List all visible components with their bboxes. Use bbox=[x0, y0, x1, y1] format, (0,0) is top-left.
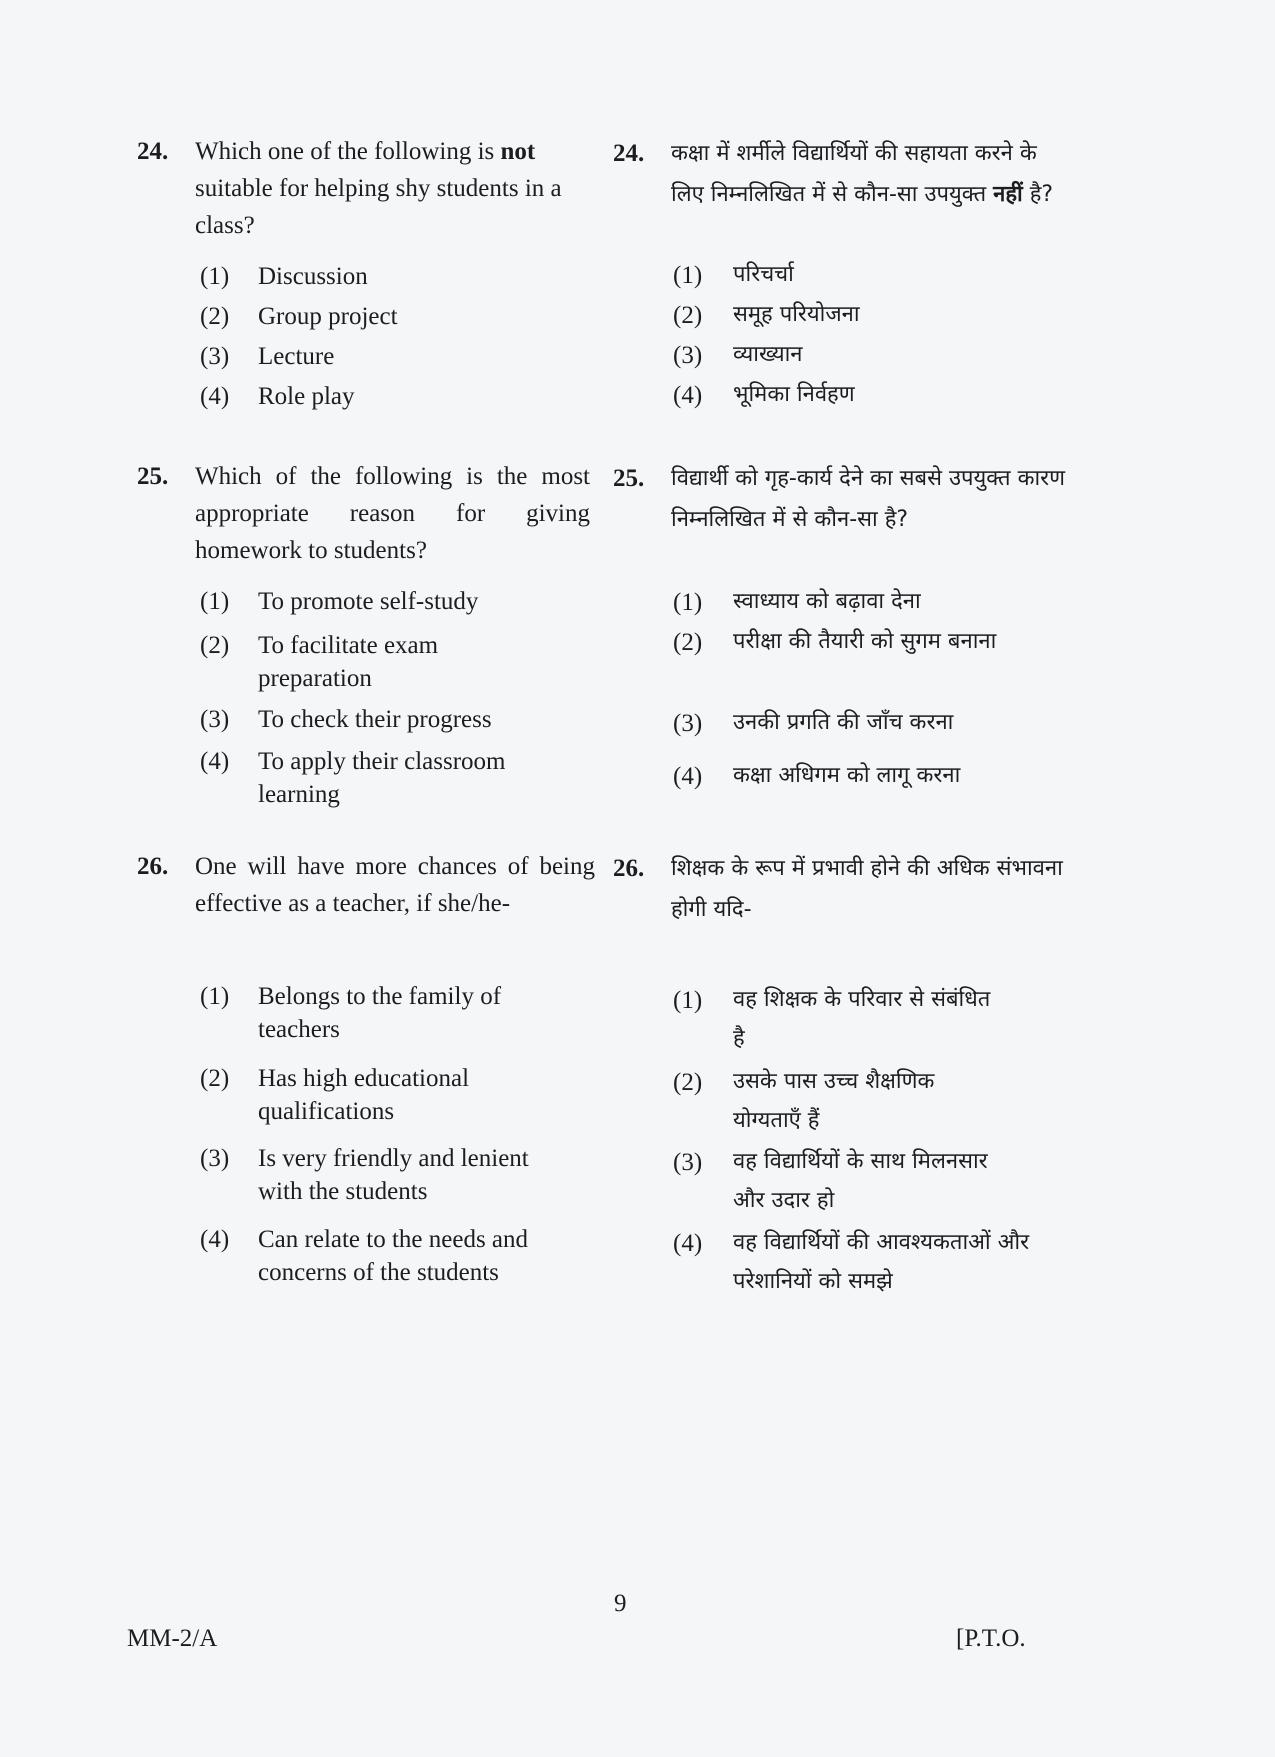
emphasis-not: not bbox=[500, 138, 536, 165]
question-text: Which one of the following is not suitable for helping shy students in a class? bbox=[195, 138, 562, 239]
question-text: One will have more chances of being effective as a teacher, if she/he- bbox=[195, 853, 595, 917]
emphasis-nahin: नहीं bbox=[993, 182, 1023, 207]
question-number: 25. bbox=[137, 463, 169, 490]
question-number: 26. bbox=[613, 855, 645, 882]
question-number: 25. bbox=[613, 465, 645, 492]
question-text: Which of the following is the most appropriate reason for giving homework to students? bbox=[195, 463, 590, 564]
paper-code: MM-2/A bbox=[127, 1625, 218, 1652]
question-number: 24. bbox=[613, 140, 645, 167]
exam-page: 24. Which one of the following is not suitable for helping shy students in a class? (1) Discussion (2) Group project (3) Lecture (4) Role play 24. कक्षा में शर्मीले विद्यार्थियों की सहायता करने के लिए निम्नलिखित में से कौन-सा उपयुक्त नहीं है? (1) परिचर्चा (2) समूह परियोजना (3) व्याख्यान (4) भूमिका निर्वहण 25. Which of the following is the most appropriate reason for giving homework to students? (1) To promote self-study (2) To facilitate exam preparation (3) To check their progress (4) To apply their classroom learning 25. विद्यार्थी को गृह-कार्य देने का सबसे उपयुक्त कारण निम्नलिखित में से कौन-सा है? (1) स्वाध्याय को बढ़ावा देना (2) परीक्षा की तैयारी को सुगम बनाना (3) उनकी प्रगति की जाँच करना (4) कक्षा अधिगम को लागू करना 26. One will have more chances of being effective as a teacher, if she/he- (1) Belongs to the family of teachers (2) Has high educational qualifications (3) Is very friendly and lenient with the students (4) Can relate to the needs and concerns of the students 26. शिक्षक के रूप में प्रभावी होने की अधिक संभावना होगी यदि- (1) वह शिक्षक के परिवार से संबंधित है (2) उसके पास उच्च शैक्षणिक योग्यताएँ हैं (3) वह विद्यार्थियों के साथ मिलनसार और उदार हो (4) वह विद्यार्थियों की आवश्यकताओं और परेशानियों को समझे 9 MM-2/A [P.T.O. bbox=[0, 0, 1275, 1757]
question-text: कक्षा में शर्मीले विद्यार्थियों की सहायता करने के लिए निम्नलिखित में से कौन-सा उपयुक्त नहीं है? bbox=[671, 141, 1054, 207]
pto-label: [P.T.O. bbox=[956, 1625, 1026, 1652]
question-number: 24. bbox=[137, 138, 169, 165]
question-text: विद्यार्थी को गृह-कार्य देने का सबसे उपयुक्त कारण निम्नलिखित में से कौन-सा है? bbox=[671, 466, 1066, 532]
page-number: 9 bbox=[614, 1590, 627, 1617]
question-text: शिक्षक के रूप में प्रभावी होने की अधिक संभावना होगी यदि- bbox=[671, 856, 1063, 922]
question-number: 26. bbox=[137, 853, 169, 880]
